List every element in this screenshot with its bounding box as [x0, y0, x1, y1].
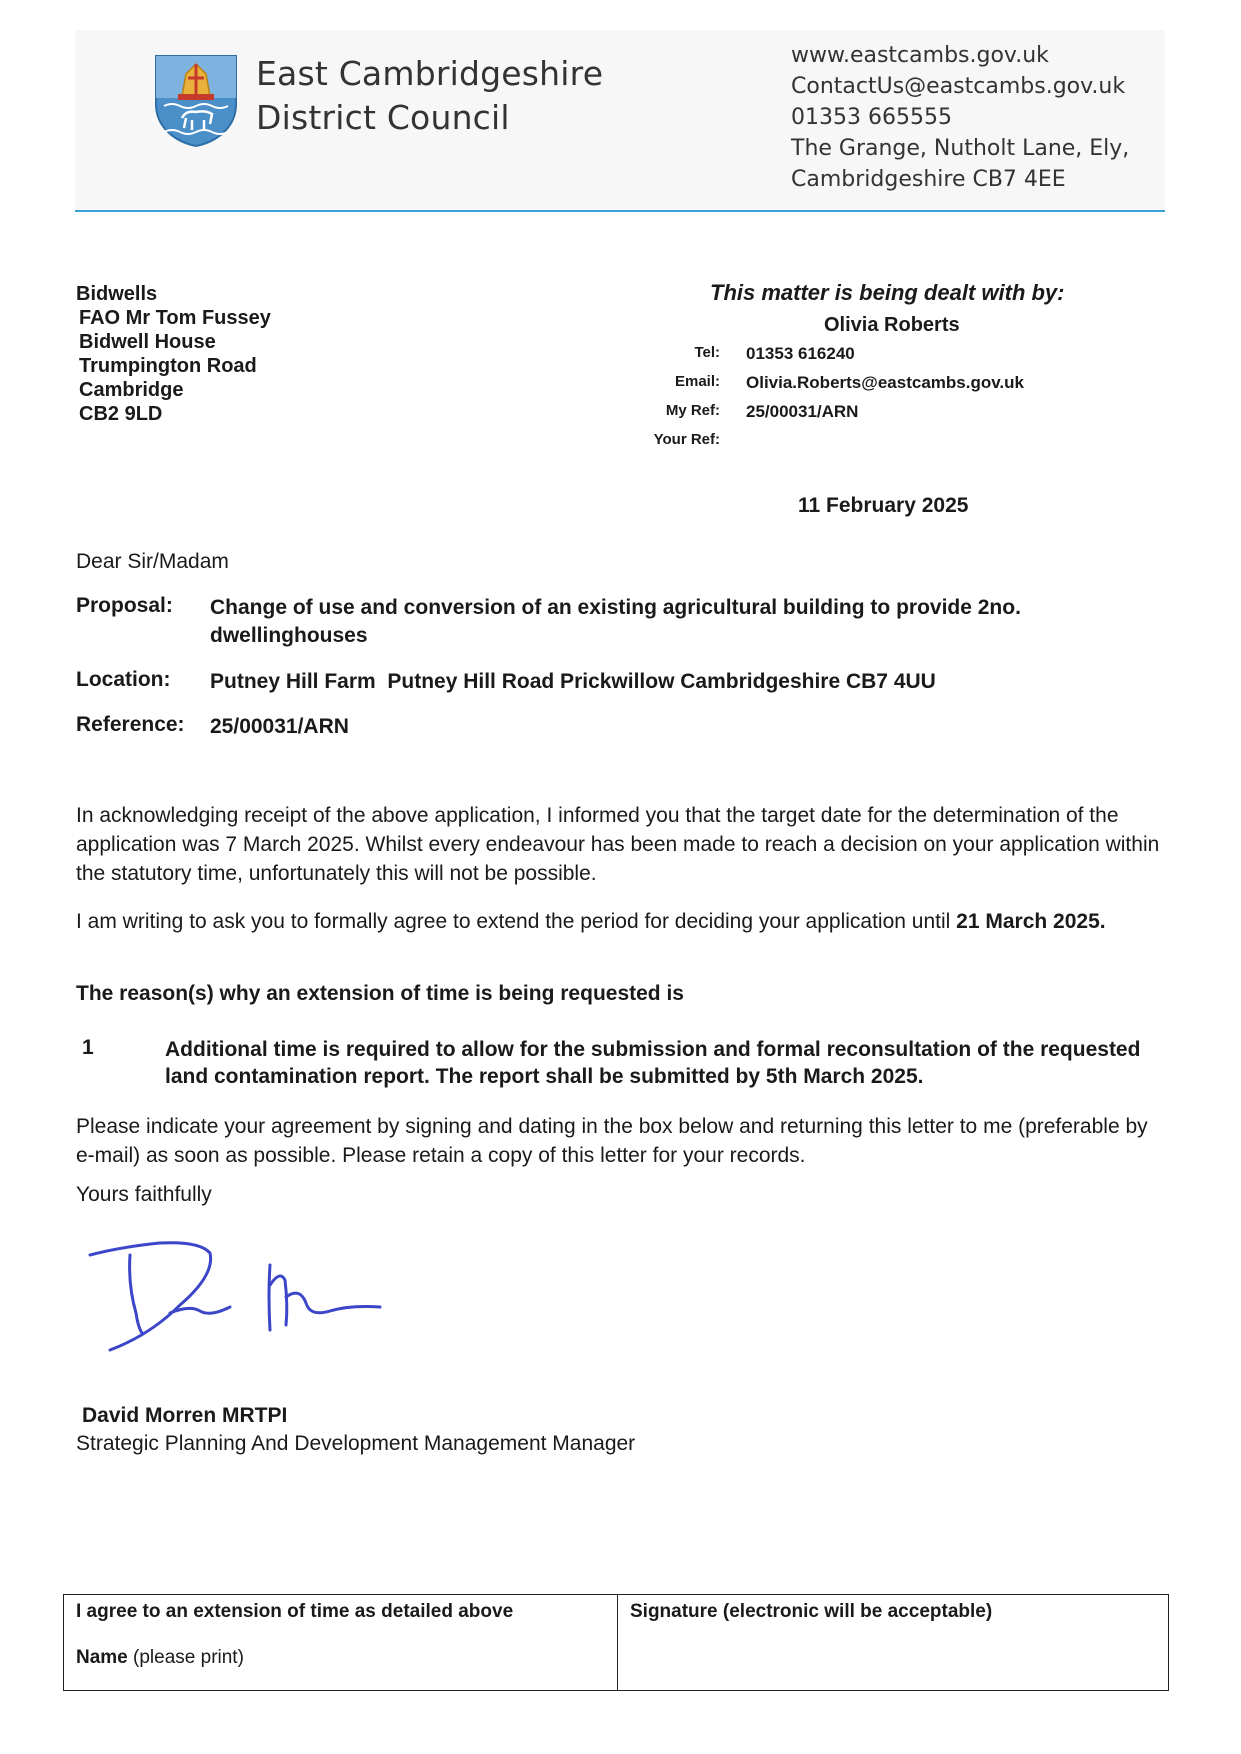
council-name: [256, 52, 603, 140]
recipient-address: [76, 282, 271, 426]
council-name-line1: East Cambridgeshire: [256, 54, 604, 93]
signatory-title: Strategic Planning And Development Management Manager: [76, 1432, 636, 1455]
reason-number: 1: [82, 1036, 94, 1059]
location-label: Location:: [76, 668, 171, 691]
council-email-link[interactable]: ContactUs@eastcambs.gov.uk: [791, 74, 1126, 99]
recipient-line: FAO Mr Tom Fussey: [79, 307, 271, 329]
agreement-box: [63, 1594, 1169, 1691]
reference-text: 25/00031/ARN: [210, 715, 349, 738]
recipient-line: Bidwells: [76, 283, 158, 305]
my-ref-value: 25/00031/ARN: [746, 402, 859, 421]
recipient-line: Bidwell House: [79, 331, 216, 353]
signature-field[interactable]: Signature (electronic will be acceptable): [630, 1601, 993, 1622]
council-contact-block: [791, 40, 1129, 195]
reason-text: Additional time is required to allow for the submission and formal reconsultation of the requested land contamination report. The report shall be submitted by 5th March 2025.: [165, 1038, 1141, 1088]
body-paragraph-3: Please indicate your agreement by signing and dating in the box below and returning this letter to me (preferable by e-mail) as soon as possible. Please retain a copy of this letter for your records.: [76, 1115, 1148, 1167]
name-hint: (please print): [127, 1647, 244, 1668]
extension-date: 21 March 2025.: [956, 910, 1106, 933]
proposal-label: Proposal:: [76, 594, 173, 617]
name-field[interactable]: [76, 1647, 244, 1669]
body-paragraph-2-text: I am writing to ask you to formally agree to extend the period for deciding your application until: [76, 910, 957, 933]
recipient-line: Trumpington Road: [79, 355, 257, 377]
closing: Yours faithfully: [76, 1183, 212, 1206]
my-ref-label: My Ref:: [665, 402, 720, 419]
reference-label: Reference:: [76, 713, 185, 736]
header-divider: [75, 210, 1165, 212]
body-paragraph-2: [76, 907, 1166, 936]
officer-email-link[interactable]: Olivia.Roberts@eastcambs.gov.uk: [746, 373, 1024, 392]
location-text: Putney Hill Farm Putney Hill Road Prickwillow Cambridgeshire CB7 4UU: [210, 670, 936, 693]
signatory-name: David Morren MRTPI: [82, 1404, 288, 1427]
handwritten-signature: [80, 1235, 400, 1355]
agreement-box-divider: [617, 1595, 618, 1690]
recipient-line: CB2 9LD: [79, 403, 163, 425]
letter-date: 11 February 2025: [798, 494, 969, 517]
reasons-heading: The reason(s) why an extension of time is being requested is: [76, 982, 684, 1005]
body-paragraph-1: In acknowledging receipt of the above application, I informed you that the target date for the determination of the application was 7 March 2025. Whilst every endeavour has been made to reach a decision on your application within the statutory time, unfortunately this will not be possible.: [76, 804, 1160, 885]
email-label: Email:: [674, 373, 720, 390]
agreement-statement: I agree to an extension of time as detailed above: [76, 1601, 514, 1622]
recipient-line: Cambridge: [79, 379, 184, 401]
officer-name: Olivia Roberts: [824, 314, 960, 336]
salutation: Dear Sir/Madam: [76, 550, 229, 573]
council-website-link[interactable]: www.eastcambs.gov.uk: [791, 43, 1049, 68]
council-address-line2: Cambridgeshire CB7 4EE: [791, 167, 1066, 192]
council-crest-icon: [152, 52, 240, 148]
council-phone: 01353 665555: [791, 105, 952, 130]
name-label: Name: [76, 1647, 128, 1668]
tel-value: 01353 616240: [746, 344, 855, 363]
council-address-line1: The Grange, Nutholt Lane, Ely,: [791, 136, 1130, 161]
dealt-with-heading: This matter is being dealt with by:: [710, 280, 1065, 305]
council-name-line2: District Council: [256, 98, 510, 137]
tel-label: Tel:: [694, 344, 720, 361]
proposal-text: Change of use and conversion of an existing agricultural building to provide 2no. dwellinghouses: [210, 596, 1021, 647]
your-ref-label: Your Ref:: [653, 431, 720, 448]
